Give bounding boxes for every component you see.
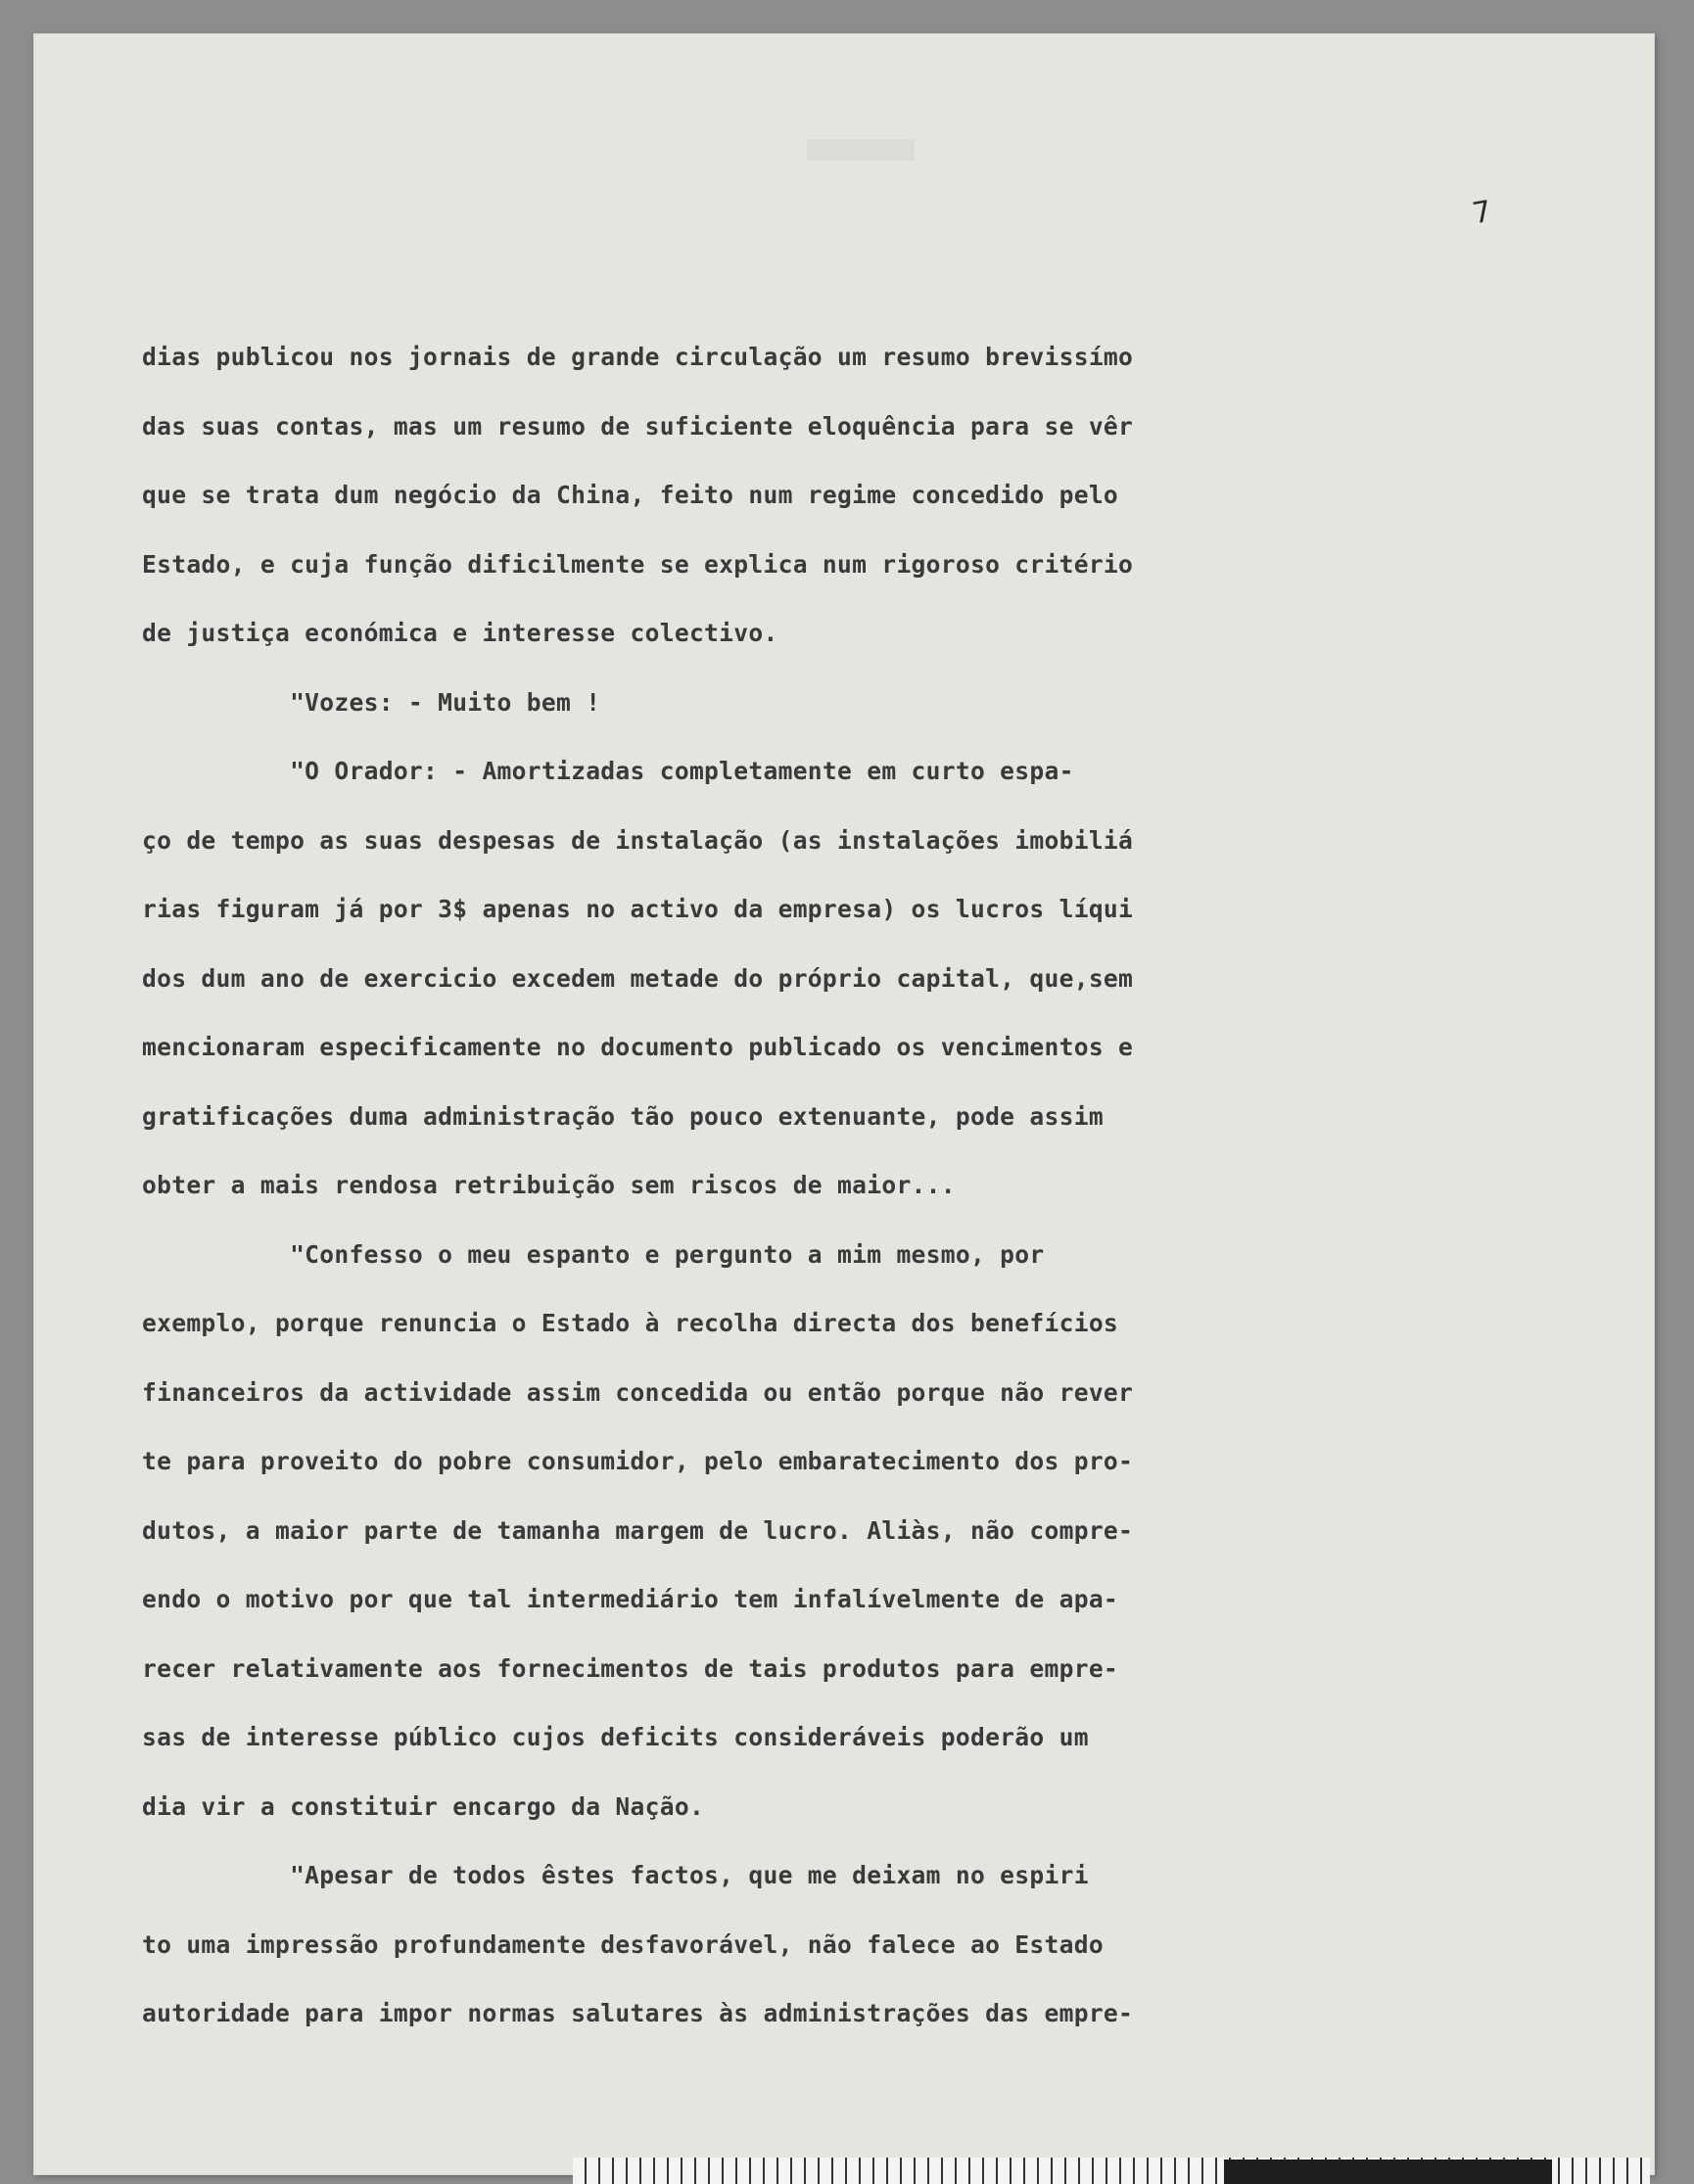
text-line: "Vozes: - Muito bem ! xyxy=(142,687,601,717)
text-line: "O Orador: - Amortizadas completamente em curto espa- xyxy=(142,757,1074,785)
text-line: endo o motivo por que tal intermediário tem infalívelmente de apa- xyxy=(142,1585,1119,1613)
text-line: recer relativamente aos fornecimentos de tais produtos para empre- xyxy=(142,1653,1119,1683)
text-line: to uma impressão profundamente desfavorável, não falece ao Estado xyxy=(142,1929,1104,1959)
text-line: ço de tempo as suas despesas de instalação (as instalações imobiliá xyxy=(142,825,1134,855)
text-line: autoridade para impor normas salutares às administrações das empre- xyxy=(142,1999,1134,2027)
text-line: mencionaram especificamente no documento publicado os vencimentos e xyxy=(142,1033,1134,1061)
text-line: gratificações duma administração tão pouco extenuante, pode assim xyxy=(142,1101,1104,1131)
text-line: "Confesso o meu espanto e pergunto a mim mesmo, por xyxy=(142,1239,1045,1269)
text-line: de justiça económica e interesse colectivo. xyxy=(142,619,778,647)
faded-header-mark xyxy=(807,139,915,161)
body-text xyxy=(142,323,1268,2049)
text-line: "Apesar de todos êstes factos, que me deixam no espiri xyxy=(142,1861,1089,1889)
text-line: te para proveito do pobre consumidor, pelo embaratecimento dos pro- xyxy=(142,1447,1134,1475)
text-line: dias publicou nos jornais de grande circulação um resumo brevissímo xyxy=(142,343,1134,371)
text-line: sas de interesse público cujos deficits consideráveis poderão um xyxy=(142,1723,1089,1751)
scale-ruler-dark-segment xyxy=(1224,2160,1552,2184)
page-number-mark: 7 xyxy=(1470,194,1494,232)
text-line: Estado, e cuja função dificilmente se explica num rigoroso critério xyxy=(142,549,1134,579)
text-line: das suas contas, mas um resumo de suficiente eloquência para se vêr xyxy=(142,411,1134,441)
text-line: rias figuram já por 3$ apenas no activo da empresa) os lucros líqui xyxy=(142,895,1134,923)
text-line: financeiros da actividade assim concedida ou então porque não rever xyxy=(142,1377,1134,1407)
text-line: exemplo, porque renuncia o Estado à recolha directa dos benefícios xyxy=(142,1309,1119,1337)
text-line: obter a mais rendosa retribuição sem riscos de maior... xyxy=(142,1171,956,1199)
text-line: dia vir a constituir encargo da Nação. xyxy=(142,1791,705,1821)
text-line: dutos, a maior parte de tamanha margem de lucro. Aliàs, não compre- xyxy=(142,1515,1134,1545)
text-line: que se trata dum negócio da China, feito num regime concedido pelo xyxy=(142,481,1119,509)
text-line: dos dum ano de exercicio excedem metade do próprio capital, que,sem xyxy=(142,963,1134,993)
